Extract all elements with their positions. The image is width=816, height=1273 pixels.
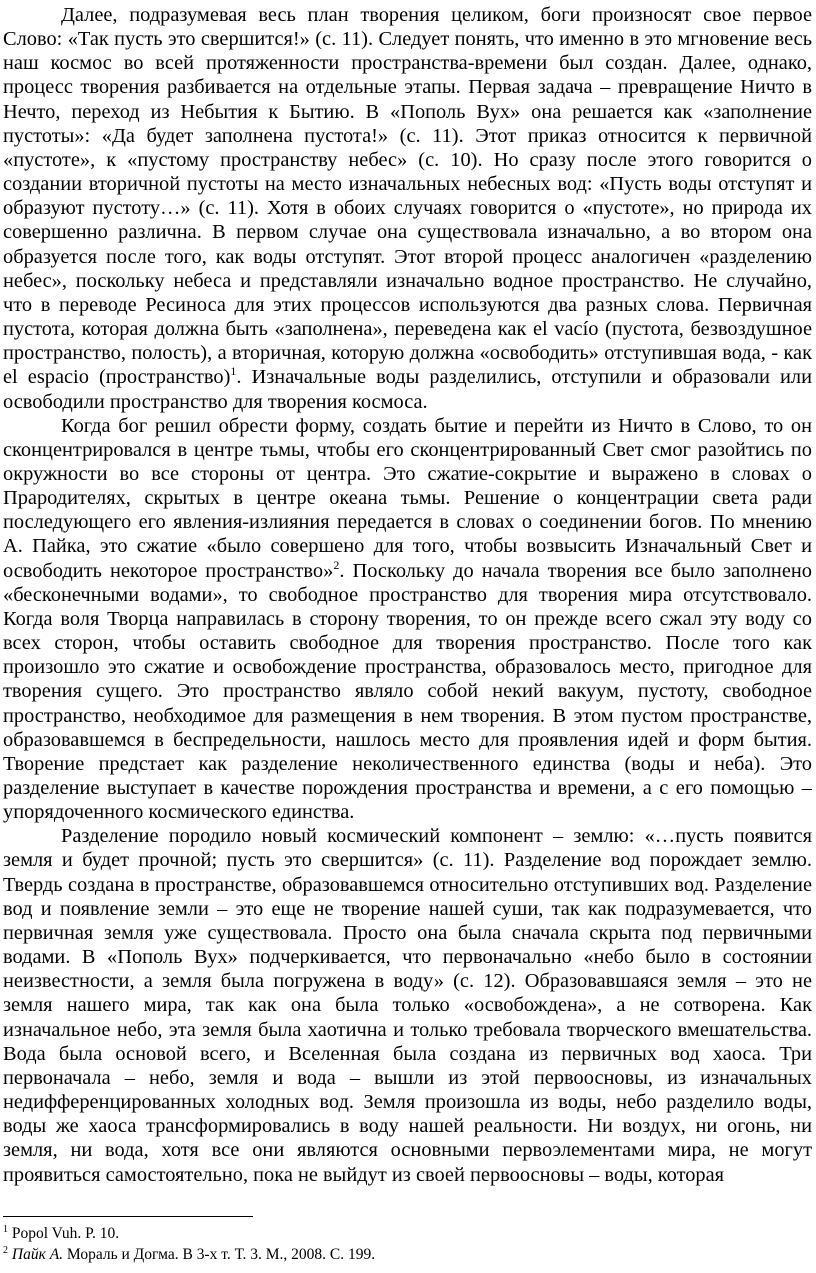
paragraph-1-text: Далее, подразумевая весь план творения целиком, боги произносят свое первое Слово: «Так пусть это свершится!» (с. 11). Следует понять, что именно в это мгновение весь наш космос во всей протяженности пространства-времени был создан. Далее, однако, процесс творения разбивается на отдельные этапы. Первая задача – превращение Ничто в Нечто, переход из Небытия к Бытию. В «Пополь Вух» она решается как «заполнение пустоты»: «Да будет заполнена пустота!» (с. 11). Этот приказ относится к первичной «пустоте», к «пустому пространству небес» (с. 10). Но сразу после этого говорится о создании вторичной пустоты на место изначальных небесных вод: «Пусть воды отступят и образуют пустоту…» (с. 11). Хотя в обоих случаях говорится о «пустоте», но природа их совершенно различна. В первом случае она существовала изначально, а во втором она образуется после того, как воды отступят. Этот второй процесс аналогичен «разделению небес», поскольку небеса и представляли изначально водное пространство. Не случайно, что в переводе Ресиноса для этих процессов используются два разных слова. Первичная пустота, которая должна быть «заполнена», переведена как el vacío (пустота, безвоздушное пространство, полость), а вторичная, которую должна «освободить» отступившая вода, - как el espacio (пространство) [3, 4, 812, 389]
footnote-mark: 2 [3, 1244, 8, 1256]
footnote-text: Мораль и Догма. В 3-х т. Т. 3. М., 2008. С. 199. [63, 1246, 376, 1263]
footnote-text: Popol Vuh. P. 10. [11, 1225, 120, 1242]
footnote-author: Пайк А. [11, 1246, 64, 1263]
paragraph-1-text-cont: . Изначальные воды разделились, отступили и образовали или освободили пространство для творения космоса. [3, 366, 812, 413]
footnote-ref-2[interactable]: 2 [333, 557, 340, 572]
paragraph-1 [3, 3, 812, 414]
paragraph-2 [3, 414, 812, 825]
paragraph-3 [3, 824, 812, 1186]
footnote-2 [3, 1244, 812, 1265]
footnote-divider [3, 1216, 253, 1217]
paragraph-2-text: Когда бог решил обрести форму, создать бытие и перейти из Ничто в Слово, то он сконцентрировался в центре тьмы, чтобы его сконцентрированный Свет смог разойтись по окружности во все стороны от центра. Это сжатие-сокрытие и выражено в словах о Прародителях, скрытых в центре океана тьмы. Решение о концентрации света ради последующего его явления-излияния передается в словах о соединении богов. По мнению А. Пайка, это сжатие «было совершено для того, чтобы возвысить Изначальный Свет и освободить некоторое пространство» [3, 414, 812, 582]
paragraph-3-text: Разделение породило новый космический компонент – землю: «…пусть появится земля и будет прочной; пусть это свершится» (с. 11). Разделение вод порождает землю. Твердь создана в пространстве, образовавшемся относительно отступивших вод. Разделение вод и появление земли – это еще не творение нашей суши, так как подразумевается, что первичная земля уже существовала. Просто она была сначала скрыта под первичными водами. В «Пополь Вух» подчеркивается, что первоначально «небо было в состоянии неизвестности, а земля была погружена в воду» (с. 12). Образовавшаяся земля – это не земля нашего мира, так как она была только «освобождена», а не сотворена. Как изначальное небо, эта земля была хаотична и только требовала творческого вмешательства. Вода была основой всего, и Вселенная была создана из первичных вод хаоса. Три первоначала – небо, земля и вода – вышли из этой первоосновы, из изначальных недифференцированных холодных вод. Земля произошла из воды, небо разделило воды, воды же хаоса трансформировались в воду нашей реальности. Ни воздух, ни огонь, ни земля, ни вода, хотя все они являются основными первоэлементами мира, не могут проявиться самостоятельно, пока не выйдут из своей первоосновы – воды, которая [3, 825, 812, 1186]
footnotes [3, 1216, 812, 1265]
footnote-mark: 1 [3, 1223, 8, 1235]
paragraph-2-text-cont: . Поскольку до начала творения все было заполнено «бесконечными водами», то свободное пространство для творения мира отсутствовало. Когда воля Творца направилась в сторону творения, то он прежде всего сжал эту воду со всех сторон, чтобы оставить свободное для творения пространство. После того как произошло это сжатие и освобождение пространства, образовалось место, пригодное для творения сущего. Это пространство являло собой некий вакуум, пустоту, свободное пространство, необходимое для размещения в нем творения. В этом пустом пространстве, образовавшемся в беспредельности, нашлось место для проявления идей и форм бытия. Творение предстает как разделение неколичественного единства (воды и неба). Это разделение выступает в качестве порождения пространства и времени, а с его помощью – упорядоченного космического единства. [3, 559, 813, 824]
footnote-ref-1[interactable]: 1 [230, 364, 237, 379]
page-body [3, 3, 812, 1187]
footnote-1 [3, 1223, 812, 1244]
